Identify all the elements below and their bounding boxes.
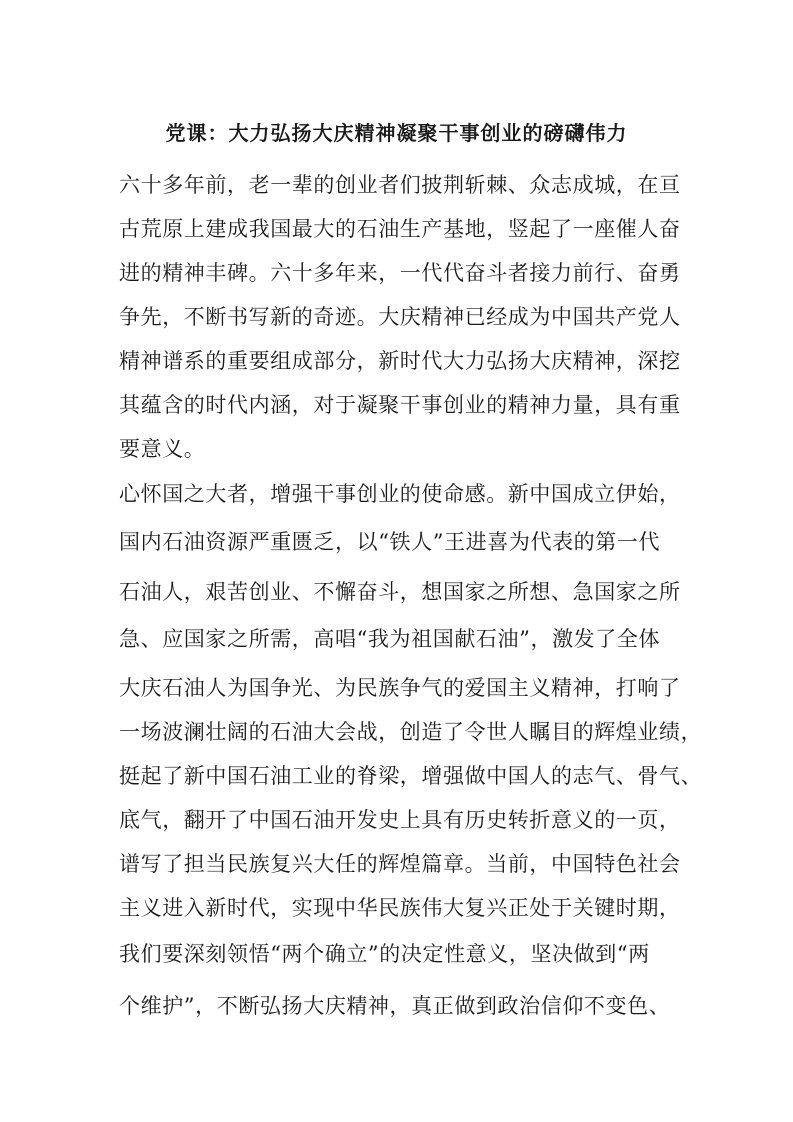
paragraph-2-line: 我们要深刻领悟“两个确立”的决定性意义，坚决做到“两: [119, 942, 650, 966]
paragraph-1-line: 精神谱系的重要组成部分，新时代大力弘扬大庆精神，深挖: [119, 349, 681, 373]
paragraph-2-line: 个维护”，不断弘扬大庆精神，真正做到政治信仰不变色、: [119, 994, 671, 1018]
paragraph-1-line: 进的精神丰碑。六十多年来，一代代奋斗者接力前行、奋勇: [119, 261, 681, 285]
paragraph-2-line: 心怀国之大者，增强干事创业的使命感。新中国成立伊始，: [119, 482, 681, 506]
paragraph-2-line: 谱写了担当民族复兴大任的辉煌篇章。当前，中国特色社会: [119, 852, 681, 876]
paragraph-2-line: 主义进入新时代，实现中华民族伟大复兴正处于关键时期，: [119, 896, 681, 920]
paragraph-1-line: 其蕴含的时代内涵，对于凝聚干事创业的精神力量，具有重: [119, 393, 681, 417]
paragraph-1-line: 古荒原上建成我国最大的石油生产基地，竖起了一座催人奋: [119, 217, 681, 241]
paragraph-1-line: 六十多年前，老一辈的创业者们披荆斩棘、众志成城，在亘: [119, 173, 681, 197]
paragraph-2-line: 石油人，艰苦创业、不懈奋斗，想国家之所想、急国家之所: [119, 580, 681, 604]
paragraph-1-line: 争先，不断书写新的奇迹。大庆精神已经成为中国共产党人: [119, 305, 681, 329]
paragraph-2-line: 挺起了新中国石油工业的脊梁，增强做中国人的志气、骨气、: [119, 764, 703, 788]
paragraph-2-line: 大庆石油人为国争光、为民族争气的爱国主义精神，打响了: [119, 676, 681, 700]
paragraph-2-line: 一场波澜壮阔的石油大会战，创造了令世人瞩目的辉煌业绩，: [119, 720, 703, 744]
document-title: 党课：大力弘扬大庆精神凝聚干事创业的磅礴伟力: [165, 121, 628, 145]
paragraph-2-line: 底气，翻开了中国石油开发史上具有历史转折意义的一页，: [119, 808, 681, 832]
paragraph-2-line: 国内石油资源严重匮乏，以“铁人”王进喜为代表的第一代: [119, 530, 661, 554]
paragraph-1-line: 要意义。: [119, 437, 206, 461]
paragraph-2-line: 急、应国家之所需，高唱“我为祖国献石油”，激发了全体: [119, 627, 661, 651]
